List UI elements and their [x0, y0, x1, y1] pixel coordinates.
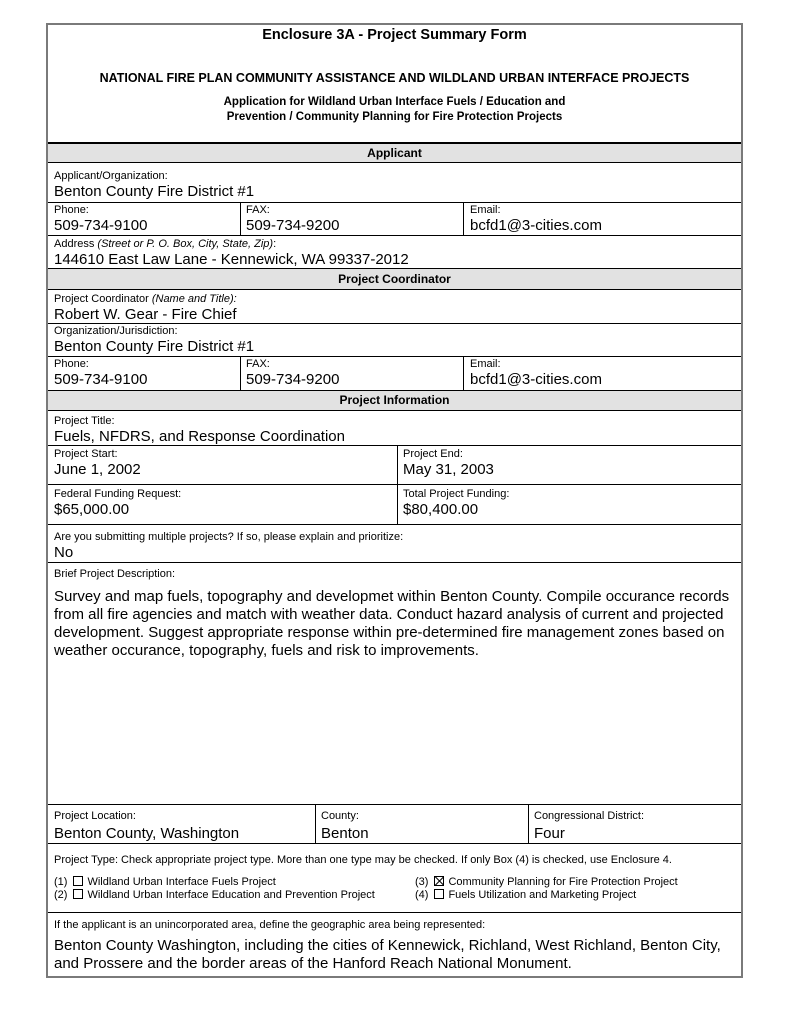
multiple-projects-label: Are you submitting multiple projects? If so, please explain and prioritize: [54, 531, 404, 543]
project-type-1: (1) Wildland Urban Interface Fuels Project [54, 876, 276, 888]
coordinator-org-label: Organization/Jurisdiction: [54, 325, 178, 337]
divider [48, 445, 741, 446]
applicant-fax-label: FAX: [246, 204, 270, 216]
checkbox-type-4[interactable] [434, 889, 444, 899]
project-start-value: June 1, 2002 [54, 461, 141, 478]
coordinator-name-label: Project Coordinator (Name and Title): [54, 293, 237, 305]
coordinator-email-label: Email: [470, 358, 501, 370]
federal-funding-value: $65,000.00 [54, 501, 130, 518]
coordinator-org-value: Benton County Fire District #1 [54, 338, 255, 355]
total-funding-label: Total Project Funding: [403, 488, 510, 500]
applicant-email-label: Email: [470, 204, 501, 216]
coordinator-fax-label: FAX: [246, 358, 270, 370]
application-line-1: Application for Wildland Urban Interface Fuels / Education and [223, 96, 566, 108]
project-start-label: Project Start: [54, 448, 118, 460]
project-end-label: Project End: [403, 448, 463, 460]
divider [48, 843, 741, 844]
form-subtitle: NATIONAL FIRE PLAN COMMUNITY ASSISTANCE AND WILDLAND URBAN INTERFACE PROJECTS [99, 71, 690, 85]
divider [48, 289, 741, 290]
county-label: County: [321, 810, 359, 822]
divider [240, 356, 241, 390]
district-value: Four [534, 825, 565, 842]
project-type-4: (4) Fuels Utilization and Marketing Project [415, 889, 637, 901]
applicant-org-value: Benton County Fire District #1 [54, 183, 255, 200]
divider [528, 804, 529, 843]
divider [48, 562, 741, 563]
project-type-3: (3) Community Planning for Fire Protection Project [415, 876, 678, 888]
applicant-section-header: Applicant [48, 144, 741, 162]
divider [48, 235, 741, 236]
application-line-2: Prevention / Community Planning for Fire Protection Projects [226, 111, 563, 123]
project-summary-form [46, 23, 743, 978]
checkbox-type-2[interactable] [73, 889, 83, 899]
location-label: Project Location: [54, 810, 136, 822]
applicant-phone-value: 509-734-9100 [54, 217, 148, 234]
divider [463, 202, 464, 235]
divider [240, 202, 241, 235]
district-label: Congressional District: [534, 810, 645, 822]
form-title: Enclosure 3A - Project Summary Form [262, 27, 527, 43]
divider [463, 356, 464, 390]
divider [48, 162, 741, 163]
divider [48, 356, 741, 357]
applicant-org-label: Applicant/Organization: [54, 170, 168, 182]
area-label: If the applicant is an unincorporated area, define the geographic area being represented: [54, 919, 486, 931]
divider [48, 524, 741, 525]
divider [48, 912, 741, 913]
coordinator-fax-value: 509-734-9200 [246, 371, 340, 388]
coordinator-name-value: Robert W. Gear - Fire Chief [54, 306, 237, 323]
area-value: Benton County Washington, including the cities of Kennewick, Richland, West Richland, Benton City, and Prossere and the border areas of the Hanford Reach National Monument. [54, 937, 721, 972]
applicant-phone-label: Phone: [54, 204, 89, 216]
divider [48, 484, 741, 485]
coordinator-phone-value: 509-734-9100 [54, 371, 148, 388]
divider [48, 202, 741, 203]
applicant-fax-value: 509-734-9200 [246, 217, 340, 234]
total-funding-value: $80,400.00 [403, 501, 479, 518]
applicant-email-value: bcfd1@3-cities.com [470, 217, 602, 234]
coordinator-phone-label: Phone: [54, 358, 89, 370]
divider [315, 804, 316, 843]
project-title-value: Fuels, NFDRS, and Response Coordination [54, 428, 345, 445]
multiple-projects-value: No [54, 544, 74, 561]
project-section-header: Project Information [48, 391, 741, 410]
federal-funding-label: Federal Funding Request: [54, 488, 182, 500]
applicant-address-value: 144610 East Law Lane - Kennewick, WA 99337-2012 [54, 251, 409, 268]
divider [48, 323, 741, 324]
project-title-label: Project Title: [54, 415, 115, 427]
coordinator-email-value: bcfd1@3-cities.com [470, 371, 602, 388]
description-label: Brief Project Description: [54, 568, 176, 580]
divider [48, 410, 741, 411]
applicant-address-label: Address (Street or P. O. Box, City, State, Zip): [54, 238, 277, 250]
location-value: Benton County, Washington [54, 825, 240, 842]
county-value: Benton [321, 825, 369, 842]
project-end-value: May 31, 2003 [403, 461, 494, 478]
checkbox-type-3[interactable] [434, 876, 444, 886]
project-type-2: (2) Wildland Urban Interface Education and Prevention Project [54, 889, 375, 901]
coordinator-section-header: Project Coordinator [48, 269, 741, 289]
divider [48, 804, 741, 805]
description-value: Survey and map fuels, topography and developmet within Benton County. Compile occurance records from all fire agencies and match with weather data. Conduct hazard analysis of current and projected development. Suggest appropriate response within pre-determined fire management zones based on weather occurance, topography, fuels and risk to improvements. [54, 588, 730, 659]
project-type-instructions: Project Type: Check appropriate project type. More than one type may be checked. If only Box (4) is checked, use Enclosure 4. [54, 854, 672, 866]
checkbox-type-1[interactable] [73, 876, 83, 886]
